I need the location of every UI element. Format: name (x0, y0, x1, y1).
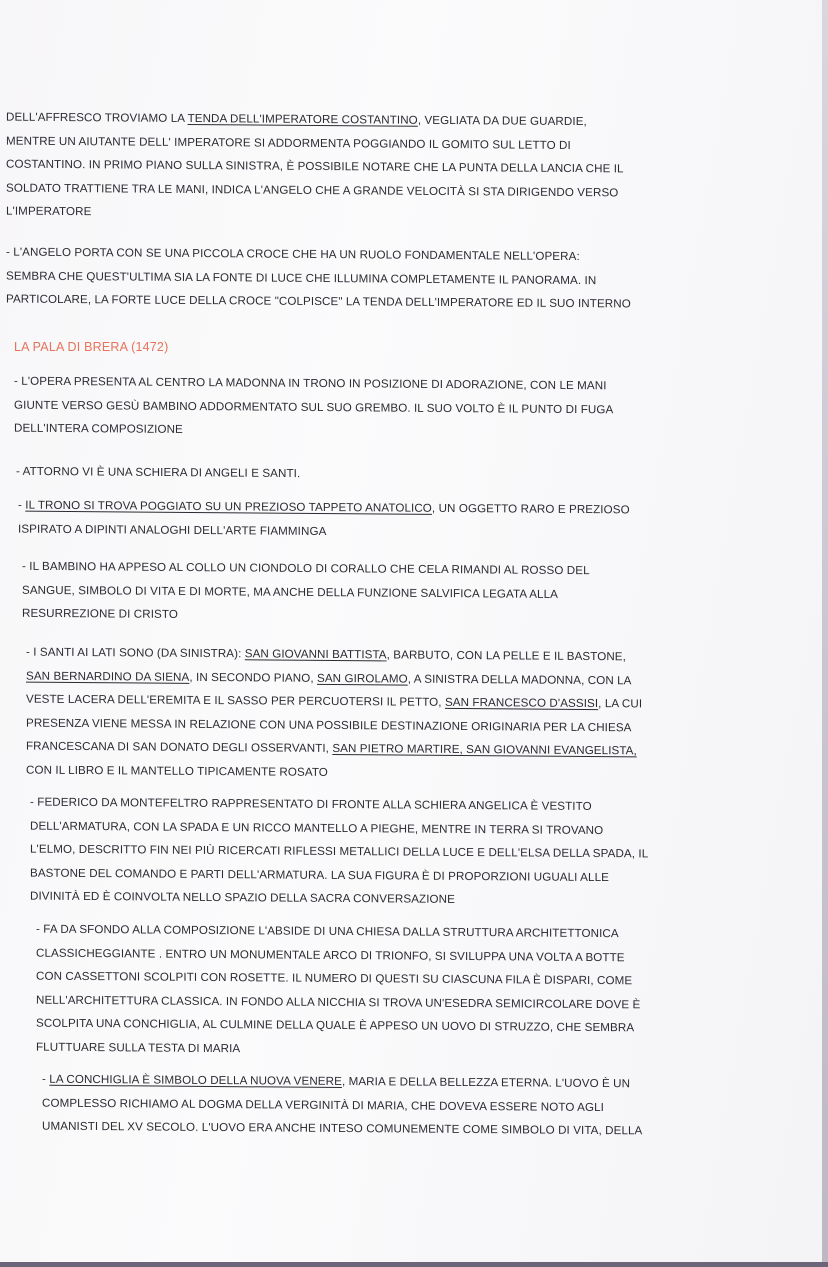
text-line (30, 885, 648, 913)
line-text: , UN OGGETTO RARO E PREZIOSO (431, 501, 630, 517)
line-text: BASTONE DEL COMANDO E PARTI DELL'ARMATURA. LA SUA FIGURA È DI PROPORZIONI UGUALI ALLE (30, 866, 609, 884)
text-line (26, 758, 642, 786)
line-text: FLUTTUARE SULLA TESTA DI MARIA (36, 1040, 241, 1055)
line-text: COSTANTINO. IN PRIMO PIANO SULLA SINISTRA, È POSSIBILE NOTARE CHE LA PUNTA DELLA LANCIA CHE IL (6, 157, 624, 176)
underlined-term: SAN PIETRO MARTIRE, SAN GIOVANNI EVANGELISTA, (332, 741, 637, 758)
underlined-term: SAN GIROLAMO (317, 671, 408, 686)
text-line (16, 460, 300, 486)
line-text: SANGUE, SIMBOLO DI VITA E DI MORTE, MA ANCHE DELLA FUNZIONE SALVIFICA LEGATA ALLA (22, 583, 558, 601)
page-bottom-edge (0, 1262, 828, 1267)
line-text: DIVINITÀ ED È COINVOLTA NELLO SPAZIO DELLA SACRA CONVERSAZIONE (30, 889, 455, 906)
line-text: COMPLESSO RICHIAMO AL DOGMA DELLA VERGINITÀ DI MARIA, CHE DOVEVA ESSERE NOTO AGLI (42, 1096, 604, 1114)
paragraph-madonna (14, 370, 613, 445)
line-text: GIUNTE VERSO GESÙ BAMBINO ADDORMENTATO SUL SUO GREMBO. IL SUO VOLTO È IL PUNTO DI FUGA (14, 398, 614, 416)
line-text: - (42, 1072, 50, 1086)
line-text: UMANISTI DEL XV SECOLO. L'UOVO ERA ANCHE INTESO COMUNEMENTE COME SIMBOLO DI VITA, DELLA (42, 1119, 643, 1138)
line-text: , BARBUTO, CON LA PELLE E IL BASTONE, (386, 648, 626, 664)
line-text: CLASSICHEGGIANTE . ENTRO UN MONUMENTALE ARCO DI TRIONFO, SI SVILUPPA UNA VOLTA A BOTTE (36, 946, 625, 964)
text-line (18, 517, 630, 545)
line-text: , LA CUI (598, 697, 643, 711)
line-text: SCOLPITA UNA CONCHIGLIA, AL CULMINE DELLA QUALE È APPESO UN UOVO DI STRUZZO, CHE SEMBRA (36, 1016, 635, 1035)
paragraph-federico (30, 791, 648, 913)
text-line (6, 176, 624, 204)
paragraph-angel-cross (6, 241, 631, 316)
page-edge-shadow (822, 0, 828, 1267)
line-text: , VEGLIATA DA DUE GUARDIE, (417, 113, 587, 129)
line-text: - FA DA SFONDO ALLA COMPOSIZIONE L'ABSIDE DI UNA CHIESA DALLA STRUTTURA ARCHITETTONICA (36, 922, 619, 941)
paragraph-tent-description (6, 106, 624, 228)
text-line (14, 417, 613, 445)
line-text: - L'OPERA PRESENTA AL CENTRO LA MADONNA IN TRONO IN POSIZIONE DI ADORAZIONE, CON LE MANI (14, 374, 607, 393)
line-text: SEMBRA CHE QUEST'ULTIMA SIA LA FONTE DI LUCE CHE ILLUMINA COMPLETAMENTE IL PANORAMA. IN (6, 269, 597, 287)
underlined-term: SAN GIOVANNI BATTISTA (244, 647, 387, 662)
line-text: PRESENZA VIENE MESSA IN RELAZIONE CON UNA POSSIBILE DESTINAZIONE ORIGINARIA PER LA CHIESA (26, 716, 632, 734)
line-text: CON IL LIBRO E IL MANTELLO TIPICAMENTE ROSATO (26, 763, 328, 779)
line-text: , A SINISTRA DELLA MADONNA, CON LA (407, 672, 632, 687)
line-text: RESURREZIONE DI CRISTO (22, 606, 178, 621)
underlined-term: SAN FRANCESCO D'ASSISI (444, 695, 599, 711)
line-text: VESTE LACERA DELL'EREMITA E IL SASSO PER PERCUOTERSI IL PETTO, (26, 692, 445, 709)
underlined-term: IL TRONO SI TROVA POGGIATO SU UN PREZIOSO TAPPETO ANATOLICO (25, 498, 432, 515)
line-text: DELL'INTERA COMPOSIZIONE (14, 421, 183, 436)
line-text: MENTRE UN AIUTANTE DELL' IMPERATORE SI ADDORMENTA POGGIANDO IL GOMITO SUL LETTO DI (6, 134, 571, 152)
line-text: FRANCESCANA DI SAN DONATO DEGLI OSSERVANTI, (26, 739, 333, 755)
line-text: - I SANTI AI LATI SONO (DA SINISTRA): (26, 645, 245, 661)
line-text: L'IMPERATORE (6, 204, 92, 219)
line-text: - IL BAMBINO HA APPESO AL COLLO UN CIONDOLO DI CORALLO CHE CELA RIMANDI AL ROSSO DEL (22, 559, 590, 578)
line-text: - (18, 498, 26, 512)
text-line (6, 288, 631, 316)
line-text: - ATTORNO VI È UNA SCHIERA DI ANGELI E SANTI. (16, 464, 301, 481)
line-text: - FEDERICO DA MONTEFELTRO RAPPRESENTATO DI FRONTE ALLA SCHIERA ANGELICA È VESTITO (30, 795, 592, 813)
line-text: , MARIA E DELLA BELLEZZA ETERNA. L'UOVO È UN (341, 1074, 631, 1091)
line-text: NELL'ARCHITETTURA CLASSICA. IN FONDO ALLA NICCHIA SI TROVA UN'ESEDRA SEMICIRCOLARE DOVE È (36, 993, 641, 1011)
underlined-term: TENDA DELL'IMPERATORE COSTANTINO (187, 112, 418, 127)
text-line (6, 200, 624, 228)
line-text: L'ELMO, DESCRITTO FIN NEI PIÙ RICERCATI RIFLESSI METALLICI DELLA LUCE E DELL'ELSA DELLA SPADA, IL (30, 842, 649, 861)
line-text: - L'ANGELO PORTA CON SE UNA PICCOLA CROCE CHE HA UN RUOLO FONDAMENTALE NELL'OPERA: (6, 245, 580, 264)
paragraph-shell-egg (42, 1068, 642, 1143)
underlined-term: LA CONCHIGLIA È SIMBOLO DELLA NUOVA VENERE (49, 1072, 342, 1088)
text-line (36, 1035, 640, 1063)
section-heading: LA PALA DI BRERA (1472) (14, 340, 169, 354)
text-line (22, 602, 590, 630)
line-text: , IN SECONDO PIANO, (189, 670, 317, 685)
paragraph-coral-pendant (22, 555, 590, 630)
line-text: SOLDATO TRATTIENE TRA LE MANI, INDICA L'ANGELO CHE A GRANDE VELOCITÀ SI STA DIRIGENDO VERSO (6, 181, 619, 199)
line-text: PARTICOLARE, LA FORTE LUCE DELLA CROCE "COLPISCE" LA TENDA DELL'IMPERATORE ED IL SUO INTERNO (6, 292, 631, 311)
line-text: DELL'ARMATURA, CON LA SPADA E UN RICCO MANTELLO A PIEGHE, MENTRE IN TERRA SI TROVANO (30, 819, 604, 837)
line-text: DELL'AFFRESCO TROVIAMO LA (6, 110, 188, 126)
paragraph-apse (36, 918, 640, 1064)
paragraph-throne-carpet (18, 494, 630, 546)
underlined-term: SAN BERNARDINO DA SIENA (26, 669, 190, 684)
line-text: ISPIRATO A DIPINTI ANALOGHI DELL'ARTE FIAMMINGA (18, 522, 327, 538)
paragraph-angels-saints (16, 460, 300, 486)
line-text: CON CASSETTONI SCOLPITI CON ROSETTE. IL NUMERO DI QUESTI SU CIASCUNA FILA È DISPARI, COME (36, 969, 633, 988)
text-line (42, 1115, 642, 1143)
paragraph-saints (26, 641, 642, 787)
